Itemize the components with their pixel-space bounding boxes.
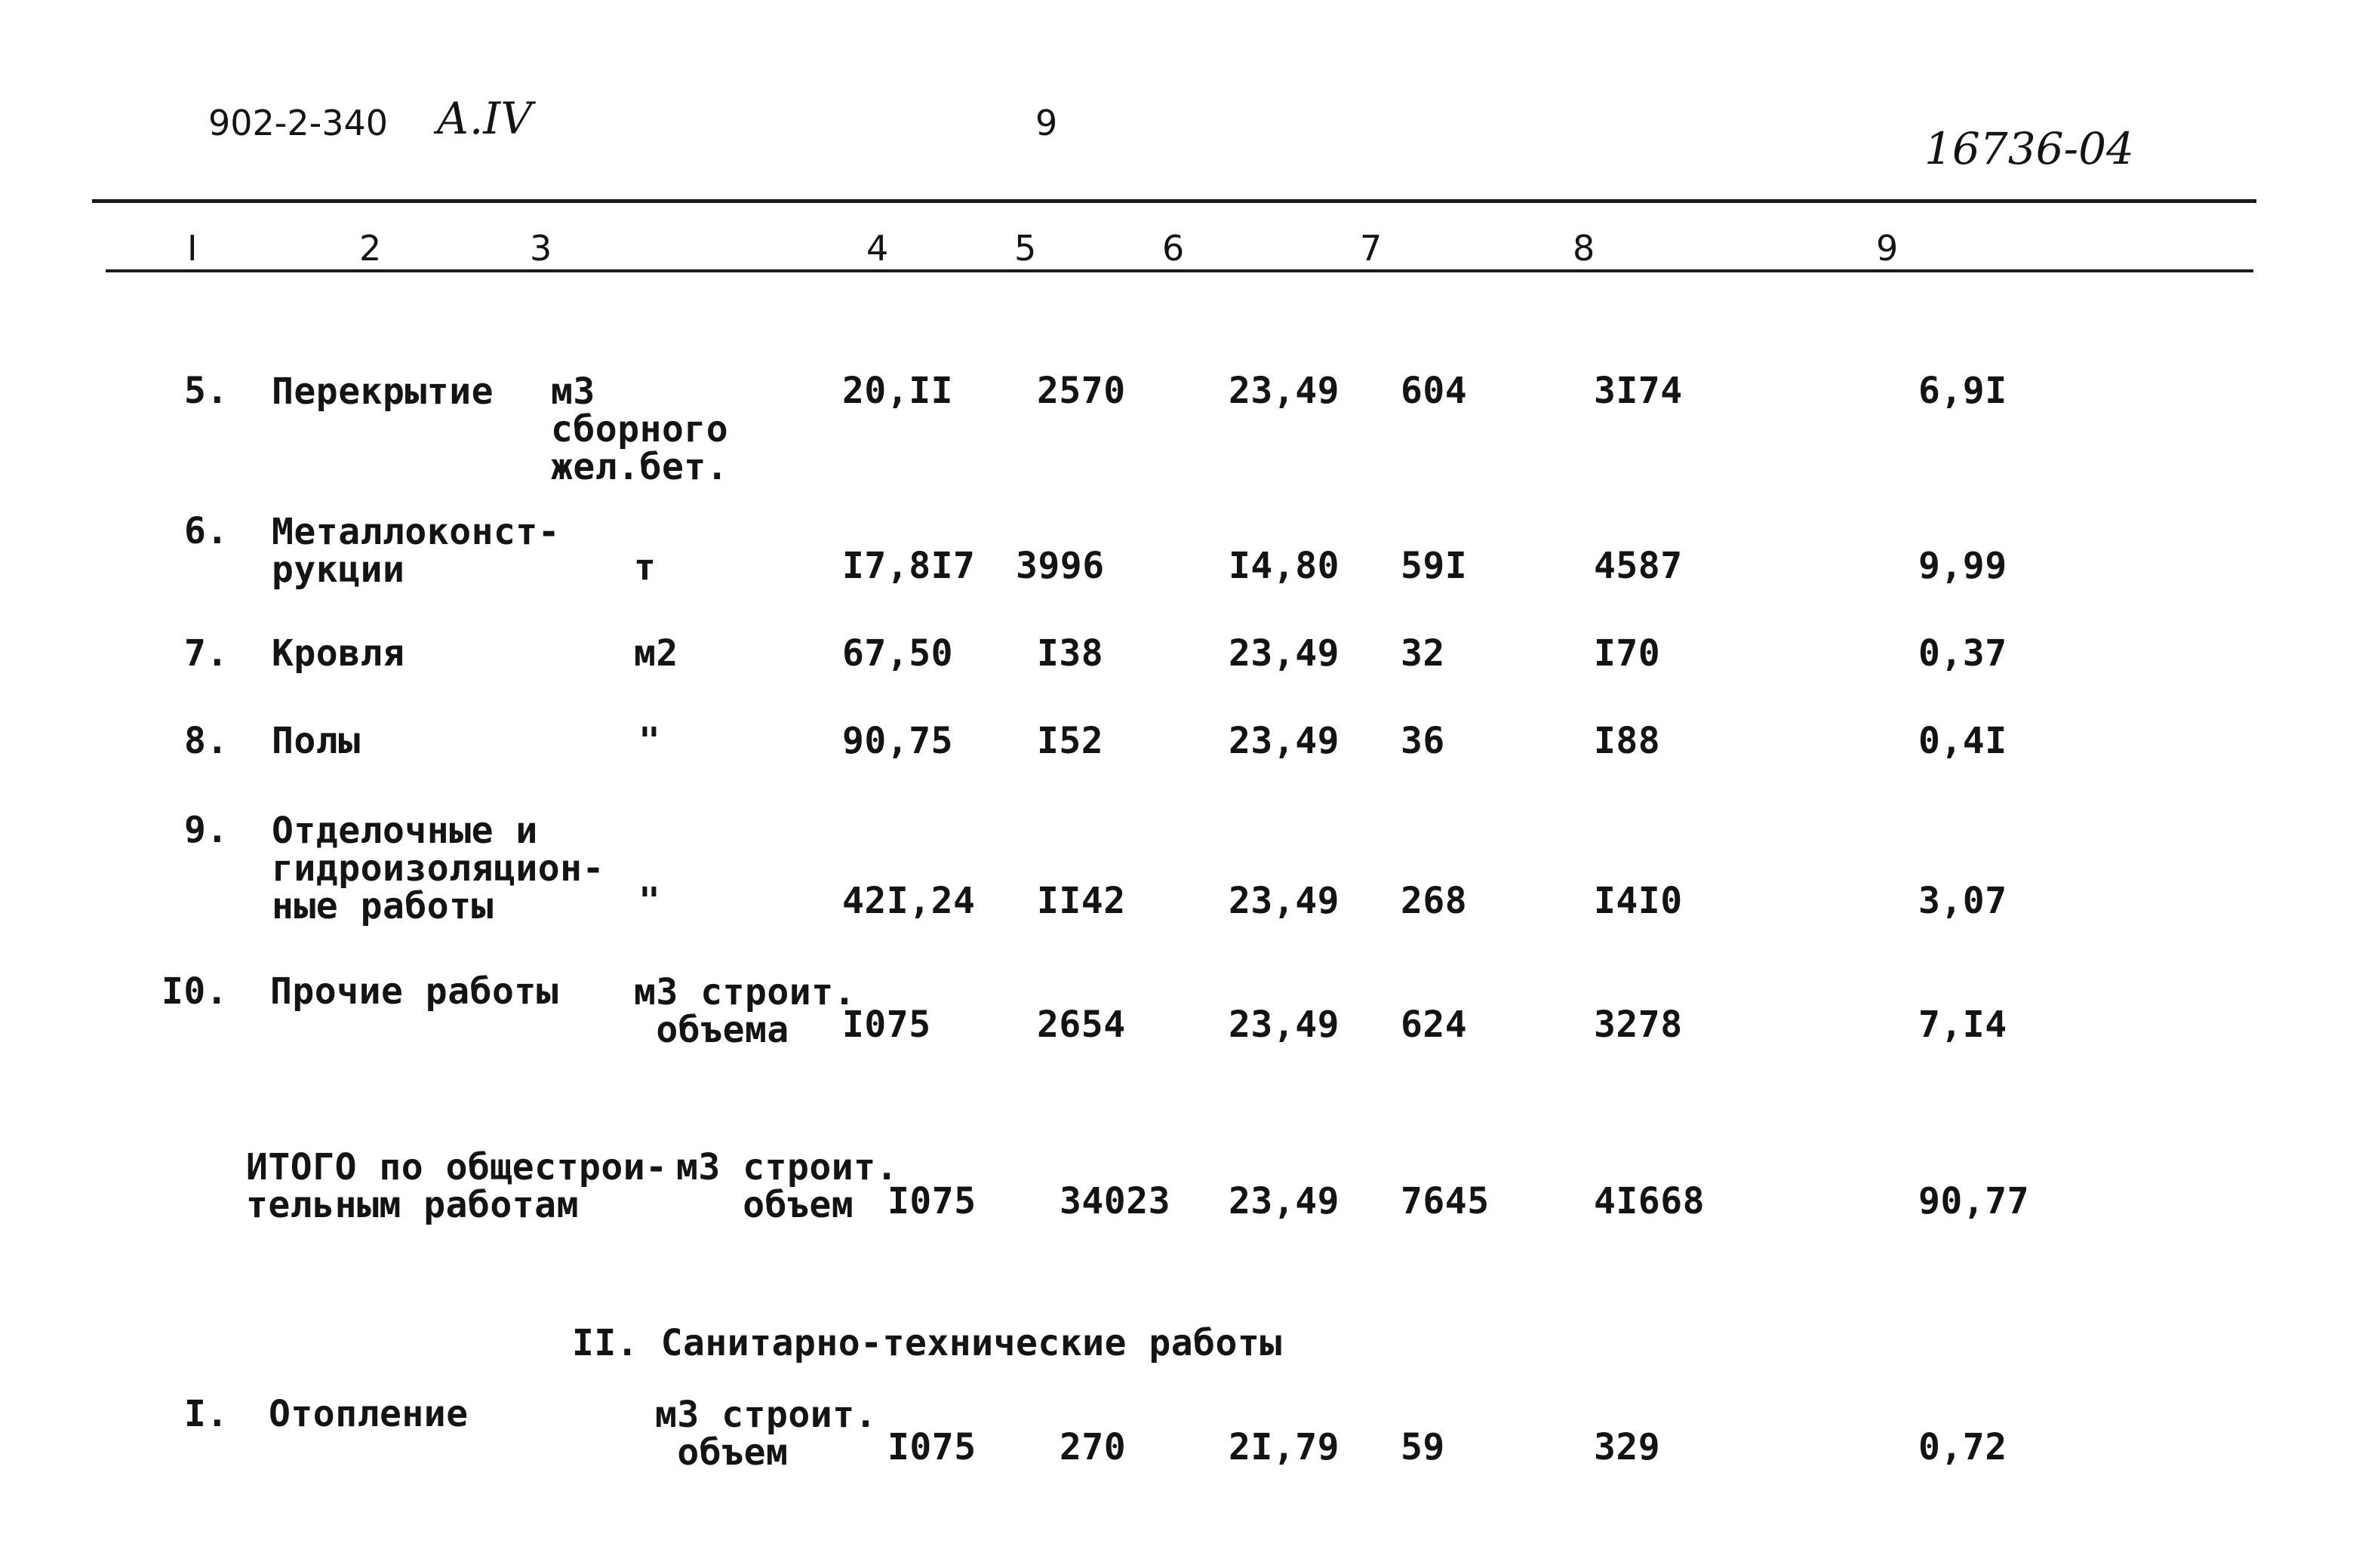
cell-col8: 329 (1594, 1426, 1661, 1468)
cell-col7: 268 (1401, 880, 1468, 922)
unit: м3 сборного жел.бет. (551, 370, 729, 488)
header-rule (106, 269, 2253, 272)
column-number: 7 (1360, 228, 1383, 269)
cell-col4: I075 (887, 1426, 977, 1468)
cell-col8: 3I74 (1594, 370, 1683, 412)
cell-col8: I4I0 (1594, 880, 1683, 922)
cell-col8: I88 (1594, 720, 1661, 762)
cell-col9: 0,72 (1918, 1426, 2007, 1468)
cell-col9: 9,99 (1918, 545, 2007, 587)
unit: " (638, 720, 661, 762)
cell-col9: 90,77 (1918, 1180, 2029, 1222)
cell-col9: 0,4I (1918, 720, 2007, 762)
cell-col7: 604 (1401, 370, 1468, 412)
cell-col8: I70 (1594, 632, 1661, 675)
work-name: Полы (272, 720, 361, 762)
cell-col7: 7645 (1401, 1180, 1490, 1222)
cell-col4: I7,8I7 (842, 545, 976, 587)
column-number: I (187, 228, 198, 269)
top-rule (92, 199, 2256, 203)
cell-col6: 23,49 (1229, 720, 1340, 762)
cell-col6: 23,49 (1229, 370, 1340, 412)
cell-col5: I52 (1037, 720, 1104, 762)
cell-col6: 23,49 (1229, 632, 1340, 675)
row-number: 7. (184, 632, 229, 675)
row-number: 8. (184, 720, 229, 762)
cell-col5: 2570 (1037, 370, 1126, 412)
row-number: 5. (184, 370, 229, 412)
cell-col7: 59I (1401, 545, 1468, 587)
cell-col8: 4I668 (1594, 1180, 1705, 1222)
cell-col6: 23,49 (1229, 1004, 1340, 1046)
inventory-number: 16736-04 (1924, 123, 2134, 174)
cell-col4: 20,II (842, 370, 953, 412)
page-number: 9 (1035, 103, 1058, 143)
column-number: 3 (530, 228, 552, 269)
cell-col8: 4587 (1594, 545, 1683, 587)
unit: т (634, 546, 657, 589)
cell-col5: 3996 (1016, 545, 1105, 587)
unit: м3 строит. объем (676, 1146, 898, 1226)
cell-col5: I38 (1037, 632, 1104, 675)
unit: м3 строит. объема (634, 971, 856, 1051)
column-number: 9 (1876, 228, 1899, 269)
cell-col5: 270 (1060, 1426, 1127, 1468)
total-label: ИТОГО по общестрои- тельным работам (246, 1146, 668, 1226)
work-name: Кровля (272, 632, 405, 675)
column-number: 5 (1014, 228, 1037, 269)
work-name: Металлоконст- рукции (272, 511, 561, 591)
cell-col4: I075 (887, 1180, 977, 1222)
cell-col7: 36 (1401, 720, 1445, 762)
work-name: Прочие работы (270, 970, 559, 1013)
cell-col5: 2654 (1037, 1004, 1126, 1046)
cell-col7: 32 (1401, 632, 1445, 675)
cell-col4: I075 (842, 1004, 931, 1046)
cell-col5: II42 (1037, 880, 1126, 922)
row-number: I0. (161, 970, 229, 1013)
cell-col4: 90,75 (842, 720, 953, 762)
cell-col9: 7,I4 (1918, 1004, 2007, 1046)
cell-col5: 34023 (1060, 1180, 1170, 1222)
section-title: II. Санитарно-технические работы (572, 1322, 1282, 1364)
cell-col4: 42I,24 (842, 880, 976, 922)
work-name: Отопление (269, 1393, 469, 1435)
unit: м3 строит. объем (655, 1394, 877, 1474)
work-name: Перекрытие (272, 370, 494, 413)
cell-col8: 3278 (1594, 1004, 1683, 1046)
work-name: Отделочные и гидроизоляцион- ные работы (272, 810, 604, 927)
row-number: I. (184, 1393, 229, 1435)
column-number: 2 (359, 228, 382, 269)
unit: м2 (634, 632, 678, 675)
cell-col9: 6,9I (1918, 370, 2007, 412)
cell-col6: 23,49 (1229, 880, 1340, 922)
unit: " (638, 880, 661, 922)
album-number: А.IV (436, 93, 533, 144)
cell-col6: 2I,79 (1229, 1426, 1340, 1468)
row-number: 9. (184, 809, 229, 851)
row-number: 6. (184, 510, 229, 552)
cell-col9: 0,37 (1918, 632, 2007, 675)
cell-col9: 3,07 (1918, 880, 2007, 922)
column-number: 4 (866, 228, 889, 269)
cell-col7: 59 (1401, 1426, 1445, 1468)
document-code: 902-2-340 (208, 103, 389, 143)
column-number: 8 (1573, 228, 1595, 269)
cell-col6: I4,80 (1229, 545, 1340, 587)
cell-col4: 67,50 (842, 632, 953, 675)
cell-col7: 624 (1401, 1004, 1468, 1046)
column-number: 6 (1162, 228, 1185, 269)
cell-col6: 23,49 (1229, 1180, 1340, 1222)
